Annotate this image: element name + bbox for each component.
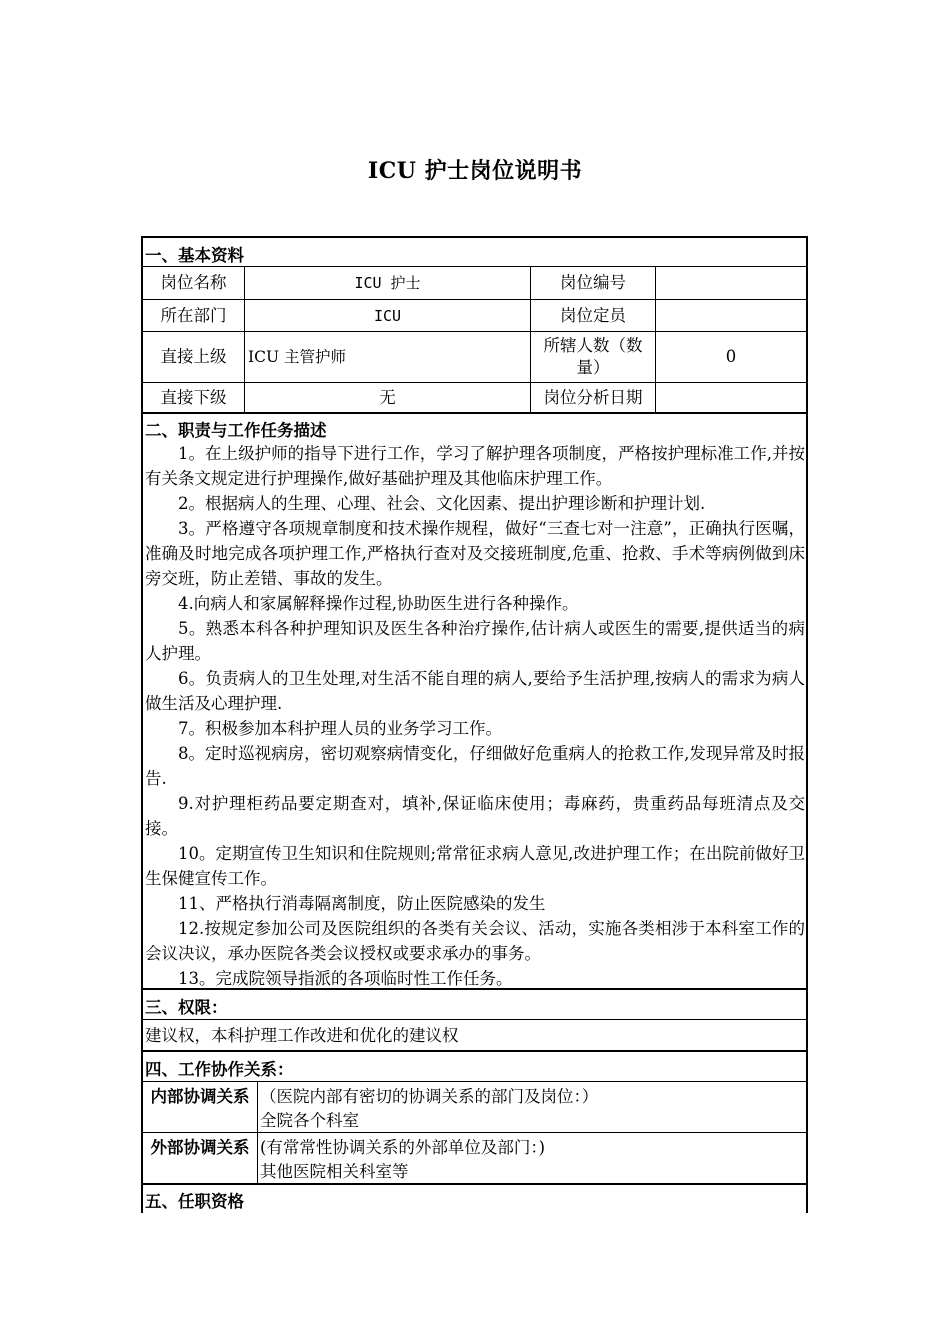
- section-duties-heading: 二、职责与工作任务描述: [145, 421, 327, 440]
- duty-item: 10。定期宣传卫生知识和住院规则;常常征求病人意见,改进护理工作；在出院前做好卫生保健宣传工作。: [145, 844, 805, 888]
- section-authority-heading: 三、权限：: [145, 998, 228, 1017]
- duty-item: 6。负责病人的卫生处理,对生活不能自理的病人,要给予生活护理,按病人的需求为病人做生活及心理护理.: [145, 669, 805, 713]
- label-department: 所在部门: [160, 305, 227, 325]
- duty-item: 5。熟悉本科各种护理知识及医生各种治疗操作,估计病人或医生的需要,提供适当的病人护理。: [145, 619, 805, 663]
- duty-item: 9.对护理柜药品要定期查对，填补,保证临床使用；毒麻药，贵重药品每班清点及交接。: [145, 794, 805, 838]
- duty-item: 11、严格执行消毒隔离制度，防止医院感染的发生: [178, 894, 546, 913]
- internal-relations-value: 全院各个科室: [260, 1111, 359, 1130]
- authority-content: 建议权，本科护理工作改进和优化的建议权: [145, 1026, 459, 1045]
- label-direct-superior: 直接上级: [160, 347, 227, 366]
- duty-item: 3。严格遵守各项规章制度和技术操作规程，做好“三查七对一注意”，正确执行医嘱，准确及时地完成各项护理工作,严格执行查对及交接班制度,危重、抢救、手术等病例做到床旁交班，防止差错、事故的发生。: [145, 519, 805, 588]
- external-relations-label: 外部协调关系: [150, 1138, 250, 1157]
- label-direct-subordinate: 直接下级: [160, 388, 227, 407]
- duty-item: 7。积极参加本科护理人员的业务学习工作。: [178, 719, 502, 738]
- value-subordinate-count: 0: [725, 347, 737, 366]
- duty-item: 13。完成院领导指派的各项临时性工作任务。: [178, 969, 513, 988]
- external-relations-value: 其他医院相关科室等: [260, 1162, 409, 1181]
- section-qualifications-heading: 五、任职资格: [145, 1192, 244, 1211]
- section-basic-info-heading: 一、基本资料: [145, 246, 244, 265]
- label-subordinate-count: 所辖人数（数量）: [543, 336, 643, 377]
- value-position-name: ICU 护士: [354, 274, 421, 292]
- label-analysis-date: 岗位分析日期: [543, 388, 643, 407]
- section-relations-heading: 四、工作协作关系：: [145, 1060, 294, 1079]
- duty-item: 4.向病人和家属解释操作过程,协助医生进行各种操作。: [178, 594, 579, 613]
- duty-item: 12.按规定参加公司及医院组织的各类有关会议、活动，实施各类相涉于本科室工作的会议决议，承办医院各类会议授权或要求承办的事务。: [145, 919, 805, 963]
- label-position-code: 岗位编号: [560, 273, 626, 292]
- label-headcount: 岗位定员: [560, 305, 626, 325]
- value-direct-subordinate: 无: [379, 388, 396, 407]
- duty-item: 2。根据病人的生理、心理、社会、文化因素、提出护理诊断和护理计划.: [178, 494, 706, 513]
- internal-relations-desc: （医院内部有密切的协调关系的部门及岗位：）: [260, 1087, 599, 1106]
- internal-relations-label: 内部协调关系: [150, 1087, 250, 1106]
- value-position-code: [656, 267, 806, 299]
- page-title: ICU 护士岗位说明书: [367, 158, 583, 184]
- value-direct-superior: ICU 主管护师: [248, 348, 346, 366]
- value-headcount: [656, 300, 806, 331]
- label-position-name: 岗位名称: [160, 273, 227, 292]
- duty-item: 8。定时巡视病房，密切观察病情变化，仔细做好危重病人的抢救工作,发现异常及时报告.: [145, 744, 805, 788]
- value-analysis-date: [656, 383, 806, 413]
- value-department: ICU: [373, 306, 402, 325]
- duty-item: 1。在上级护师的指导下进行工作，学习了解护理各项制度，严格按护理标准工作,并按有关条文规定进行护理操作,做好基础护理及其他临床护理工作。: [145, 444, 805, 488]
- duties-list: [145, 441, 805, 991]
- external-relations-desc: (有常常性协调关系的外部单位及部门：): [260, 1138, 546, 1157]
